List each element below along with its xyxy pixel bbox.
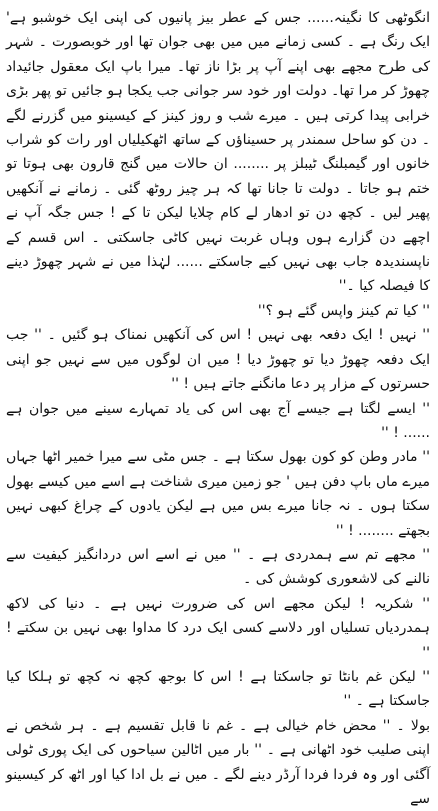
paragraph-6: '' مجھے تم سے ہمدردی ہے ۔ '' میں نے اسے اس دردانگیز کیفیت سے نالنے کی لاشعوری کوشش کی ۔ (6, 546, 430, 588)
paragraph-8: '' لیکن غم بانٹا تو جاسکتا ہے ! اس کا بوجھ کچھ نہ کچھ تو ہلکا کیا جاسکتا ہے ۔ '' (6, 668, 430, 710)
paragraph-7: '' شکریہ ! لیکن مجھے اس کی ضرورت نہیں ہے ۔ دنیا کی لاکھ ہمدردیاں تسلیاں اور دلاسے کسی ایک درد کا مداوا بھی نہیں بن سکتے ! '' (6, 595, 430, 661)
paragraph-1: انگوٹھی کا نگینہ...... جس کے عطر بیز پانیوں کی اپنی ایک خوشبو ہے' ایک رنگ ہے ۔ کسی زمانے میں میں بھی جوان تھا اور خوبصورت ۔ شہر کی طرح مجھے بھی اپنے آپ پر بڑا ناز تھا۔ میرا باپ ایک معقول جائیداد چھوڑ کر مرا تھا۔ دولت اور خود سر جوانی جب یکجا ہو جائیں تو پھر بڑی خرابی پیدا کرتی ہیں ۔ میرے شب و روز کینز کے کیسینو میں گزرنے لگے ۔ دن کو ساحل سمندر پر حسیناؤں کے ساتھ اٹھکیلیاں اور رات کو شراب خانوں اور گیمبلنگ ٹیبلز پر ........ ان حالات میں گنج قارون بھی ہوتا تو ختم ہو جاتا ۔ دولت تا جانا تھا کہ ہر چیز روٹھ گئی ۔ زمانے نے آنکھیں پھیر لیں ۔ کچھ دن تو ادھار لے کام چلایا لیکن تا کے ! جس جگہ آپ نے اچھے دن گزارے ہوں وہاں غربت نہیں کاٹی جاسکتی ۔ اس قسم کے ناپسندیدہ جاب بھی نہیں کیے جاسکتے ...... لہٰذا میں نے شہر چھوڑ دینے کا فیصلہ کیا ۔'' (6, 10, 430, 295)
paragraph-2: '' کیا تم کینز واپس گئے ہو ؟'' (257, 302, 430, 319)
paragraph-9: بولا ۔ '' محض خام خیالی ہے ۔ غم نا قابل تقسیم ہے ۔ ہر شخص نے اپنی صلیب خود اٹھانی ہے ۔ '' بار میں اٹالین سیاحوں کی ایک پوری ٹولی آگئی اور وہ فردا فردا آرڈر دینے لگے ۔ میں نے بل ادا کیا اور اٹھ کر کیسینو سے (6, 717, 430, 807)
paragraph-4: '' ایسے لگتا ہے جیسے آج بھی اس کی یاد تمہارے سینے میں جوان ہے ...... ! '' (6, 400, 430, 441)
paragraph-3: '' نہیں ! ایک دفعہ بھی نہیں ! اس کی آنکھیں نمناک ہو گئیں ۔ '' جب ایک دفعہ چھوڑ دیا تو چھوڑ دیا ! میں ان لوگوں میں سے نہیں جو اپنی حسرتوں کے مزار پر دعا مانگنے جاتے ہیں ! '' (6, 327, 430, 393)
paragraph-5: '' مادر وطن کو کون بھول سکتا ہے ۔ جس مٹی سے میرا خمیر اٹھا جہاں میرے ماں باپ دفن ہیں ' جو زمین میری شناخت ہے اسے میں کیسے بھول سکتا ہوں ۔ نہ جانا میرے بس میں ہے لیکن یادوں کے چراغ کبھی نہیں بجھتے ........ ! '' (6, 449, 430, 539)
urdu-text-body (6, 6, 430, 811)
